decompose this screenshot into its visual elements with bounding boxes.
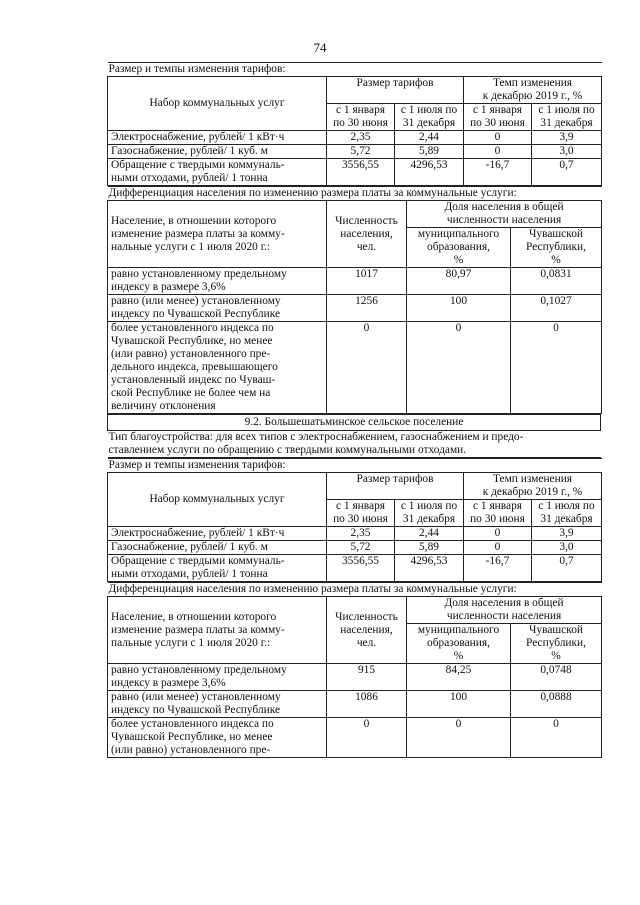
value-cell: 0 xyxy=(511,718,602,758)
tariffs-table-1 xyxy=(107,62,602,186)
population-header: Население, в отношении которого изменение размера платы за комму- пальные услуги с 1 июля 2020 г.: xyxy=(108,597,327,664)
value-cell: 0 xyxy=(327,718,407,758)
period-jan-jun: с 1 января по 30 июня xyxy=(327,104,395,131)
table-row xyxy=(108,131,602,145)
value-cell: 2,44 xyxy=(395,527,464,541)
value-cell: 2,35 xyxy=(327,131,395,145)
service-name: Обращение с твердыми коммуналь- ными отходами, рублей/ 1 тонна xyxy=(108,159,327,186)
page-number: 74 xyxy=(313,40,327,55)
table-row xyxy=(108,664,602,691)
period-jul-dec: с 1 июля по 31 декабря xyxy=(395,104,464,131)
table-row xyxy=(108,555,602,582)
value-cell: 0,7 xyxy=(532,555,602,582)
row-label: более установленного индекса по Чувашской Республике, но менее (или равно) установленного пре- xyxy=(108,718,327,758)
value-cell: 5,72 xyxy=(327,145,395,159)
value-cell: 5,72 xyxy=(327,541,395,555)
period-jan-jun: с 1 января по 30 июня xyxy=(327,500,395,527)
period-jan-jun: с 1 января по 30 июня xyxy=(464,500,532,527)
table-row xyxy=(108,527,602,541)
municipal-header: муниципального образования, % xyxy=(407,228,511,268)
value-cell: 0,1027 xyxy=(511,295,602,322)
value-cell: -16,7 xyxy=(464,555,532,582)
tariffs-table-2 xyxy=(107,458,602,582)
value-cell: 0 xyxy=(464,541,532,555)
value-cell: 915 xyxy=(327,664,407,691)
row-label: равно установленному предельному индексу в размере 3,6% xyxy=(108,268,327,295)
value-cell: 0,7 xyxy=(532,159,602,186)
table-row xyxy=(108,718,602,758)
count-header: Численность населения, чел. xyxy=(327,597,407,664)
value-cell: 1017 xyxy=(327,268,407,295)
period-jul-dec: с 1 июля по 31 декабря xyxy=(395,500,464,527)
value-cell: 0 xyxy=(464,145,532,159)
services-header: Набор коммунальных услуг xyxy=(108,473,327,527)
table-row xyxy=(108,295,602,322)
differentiation-table-1 xyxy=(107,186,602,414)
period-jul-dec: с 1 июля по 31 декабря xyxy=(532,104,602,131)
value-cell: 3556,55 xyxy=(327,555,395,582)
value-cell: 3,9 xyxy=(532,527,602,541)
period-jan-jun: с 1 января по 30 июня xyxy=(464,104,532,131)
differentiation-table-2 xyxy=(107,582,602,758)
row-label: равно (или менее) установленному индексу по Чувашской Республике xyxy=(108,295,327,322)
value-cell: 0,0831 xyxy=(511,268,602,295)
service-name: Обращение с твердыми коммуналь- ными отходами, рублей/ 1 тонна xyxy=(108,555,327,582)
section-title: 9.2. Большешатьминское сельское поселение xyxy=(108,415,601,431)
tariff-size-header: Размер тарифов xyxy=(327,77,464,104)
service-name: Электроснабжение, рублей/ 1 кВт·ч xyxy=(108,131,327,145)
share-header: Доля населения в общей численности населения xyxy=(407,597,602,624)
value-cell: 0 xyxy=(464,527,532,541)
value-cell: 0,0888 xyxy=(511,691,602,718)
share-header: Доля населения в общей численности населения xyxy=(407,201,602,228)
value-cell: 2,35 xyxy=(327,527,395,541)
row-label: более установленного индекса по Чувашской Республике, но менее (или равно) установленного пре- дельного индекса, превышающего установленный индекс по Чуваш- ской Республике не более чем на величину отклонения xyxy=(108,322,327,414)
tariffs-caption: Размер и темпы изменения тарифов: xyxy=(108,63,602,77)
value-cell: 0 xyxy=(327,322,407,414)
municipal-header: муниципального образования, % xyxy=(407,624,511,664)
table-row xyxy=(108,541,602,555)
value-cell: 5,89 xyxy=(395,145,464,159)
improvement-type: Тип благоустройства: для всех типов с электроснабжением, газоснабжением и предо- ставлением услуги по обращению с твердыми коммунальными отходами. xyxy=(108,431,601,458)
value-cell: 3,0 xyxy=(532,145,602,159)
value-cell: 4296,53 xyxy=(395,159,464,186)
service-name: Электроснабжение, рублей/ 1 кВт·ч xyxy=(108,527,327,541)
change-rate-header: Темп изменения к декабрю 2019 г., % xyxy=(464,77,602,104)
table-row xyxy=(108,268,602,295)
value-cell: 100 xyxy=(407,295,511,322)
row-label: равно установленному предельному индексу в размере 3,6% xyxy=(108,664,327,691)
value-cell: 3,0 xyxy=(532,541,602,555)
service-name: Газоснабжение, рублей/ 1 куб. м xyxy=(108,541,327,555)
republic-header: Чувашской Республики, % xyxy=(511,228,602,268)
population-header: Население, в отношении которого изменение размера платы за комму- нальные услуги с 1 июля 2020 г.: xyxy=(108,201,327,268)
value-cell: 2,44 xyxy=(395,131,464,145)
value-cell: 5,89 xyxy=(395,541,464,555)
diff-caption: Дифференциация населения по изменению размера платы за коммунальные услуги: xyxy=(108,583,602,597)
value-cell: 80,97 xyxy=(407,268,511,295)
value-cell: 0 xyxy=(464,131,532,145)
services-header: Набор коммунальных услуг xyxy=(108,77,327,131)
value-cell: -16,7 xyxy=(464,159,532,186)
document-content xyxy=(107,62,601,758)
change-rate-header: Темп изменения к декабрю 2019 г., % xyxy=(464,473,602,500)
value-cell: 4296,53 xyxy=(395,555,464,582)
table-row xyxy=(108,145,602,159)
value-cell: 3556,55 xyxy=(327,159,395,186)
value-cell: 0,0748 xyxy=(511,664,602,691)
section-2-header xyxy=(107,414,601,458)
republic-header: Чувашской Республики, % xyxy=(511,624,602,664)
tariffs-caption: Размер и темпы изменения тарифов: xyxy=(108,459,602,473)
tariff-size-header: Размер тарифов xyxy=(327,473,464,500)
row-label: равно (или менее) установленному индексу по Чувашской Республике xyxy=(108,691,327,718)
value-cell: 100 xyxy=(407,691,511,718)
value-cell: 1256 xyxy=(327,295,407,322)
value-cell: 84,25 xyxy=(407,664,511,691)
value-cell: 1086 xyxy=(327,691,407,718)
value-cell: 3,9 xyxy=(532,131,602,145)
table-row xyxy=(108,691,602,718)
service-name: Газоснабжение, рублей/ 1 куб. м xyxy=(108,145,327,159)
value-cell: 0 xyxy=(511,322,602,414)
table-row xyxy=(108,322,602,414)
diff-caption: Дифференциация населения по изменению размера платы за коммунальные услуги: xyxy=(108,187,602,201)
table-row xyxy=(108,159,602,186)
value-cell: 0 xyxy=(407,322,511,414)
period-jul-dec: с 1 июля по 31 декабря xyxy=(532,500,602,527)
count-header: Численность населения, чел. xyxy=(327,201,407,268)
value-cell: 0 xyxy=(407,718,511,758)
